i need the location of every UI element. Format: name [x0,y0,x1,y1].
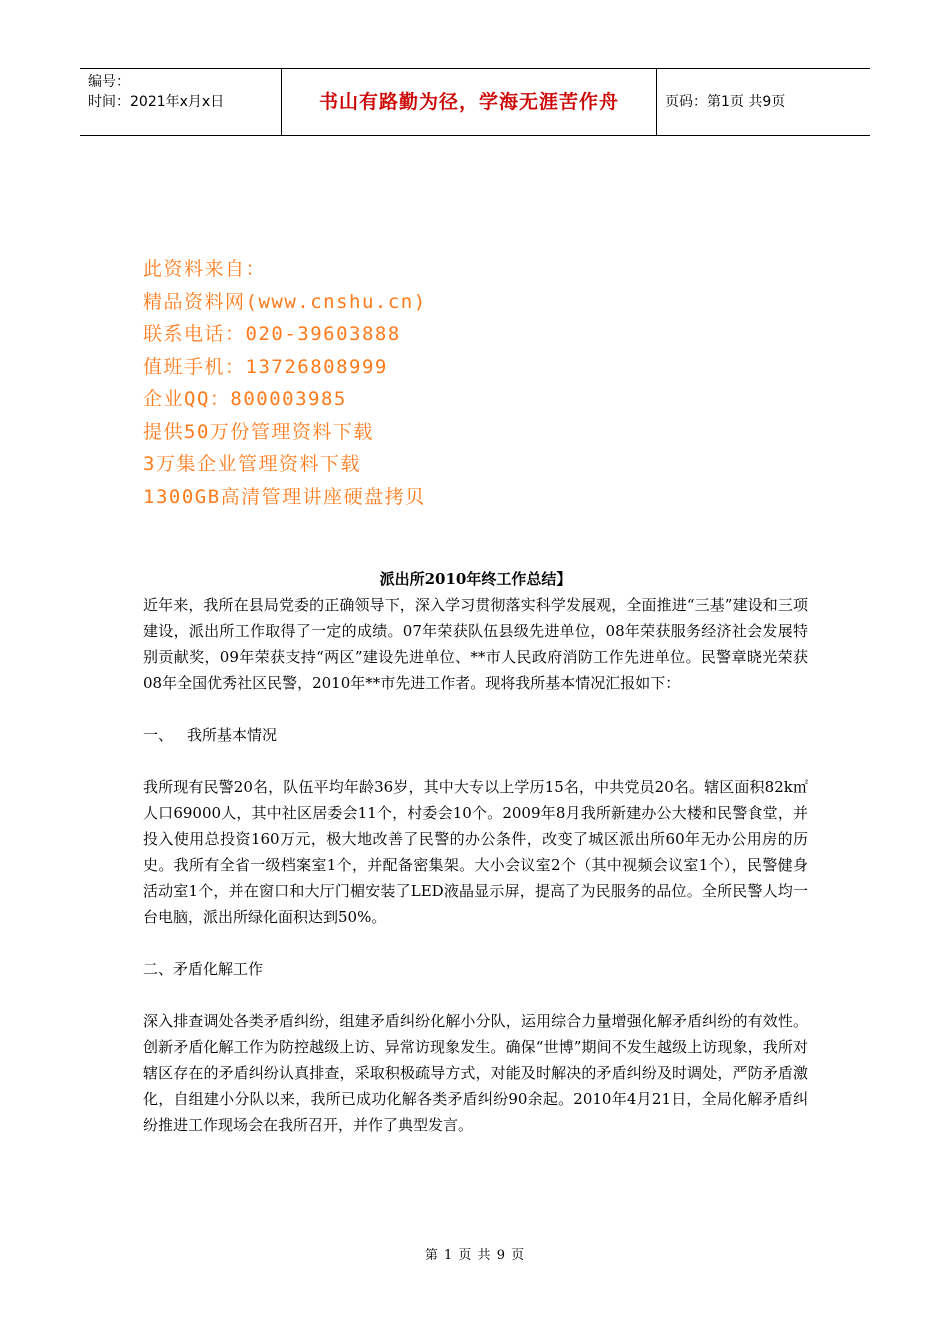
section-1-body: 我所现有民警20名，队伍平均年龄36岁，其中大专以上学历15名，中共党员20名。辖区面积82k㎡ 人口69000人，其中社区居委会11个，村委会10个。2009年8月我所新建办公大楼和民警食堂，并投入使用总投资160万元，极大地改善了民警的办公条件，改变了城区派出所60年无办公用房的历史。我所有全省一级档案室1个，并配备密集架。大小会议室2个（其中视频会议室1个），民警健身活动室1个，并在窗口和大厅门楣安装了LED液晶显示屏，提高了为民服务的品位。全所民警人均一台电脑，派出所绿化面积达到50%。 [143,778,808,926]
ad-line: 精品资料网(www.cnshu.cn) [143,290,427,313]
ad-line: 联系电话：020-39603888 [143,323,401,345]
ad-line: 企业QQ：800003985 [143,388,347,410]
section-1-number: 一、 [143,726,174,744]
header-motto: 书山有路勤为径，学海无涯苦作舟 [282,69,657,135]
header-meta-cell [80,69,282,135]
section-1-heading [143,722,808,748]
time-label: 时间：2021年x月x日 [88,94,225,110]
section-2-heading: 二、矛盾化解工作 [143,960,264,978]
ad-line: 值班手机：13726808999 [143,355,388,378]
ad-line: 此资料来自： [143,258,267,280]
intro-paragraph: 近年来，我所在县局党委的正确领导下，深入学习贯彻落实科学发展观，全面推进“三基”建设和三项建设，派出所工作取得了一定的成绩。07年荣获队伍县级先进单位，08年荣获服务经济社会发展特别贡献奖，09年荣获支持“两区”建设先进单位、**市人民政府消防工作先进单位。民警章晓光荣获08年全国优秀社区民警，2010年**市先进工作者。现将我所基本情况汇报如下： [143,596,808,692]
ad-line: 3万集企业管理资料下载 [143,453,361,475]
page-footer: 第 1 页 共 9 页 [424,1248,526,1263]
ad-line: 1300GB高清管理讲座硬盘拷贝 [143,485,426,508]
number-label: 编号： [88,74,130,90]
document-title: 派出所2010年终工作总结】 [379,570,572,588]
section-1-title: 我所基本情况 [187,726,278,744]
header-table [80,68,870,136]
source-ad-block [143,253,427,513]
ad-line: 提供50万份管理资料下载 [143,420,374,443]
document-body [143,566,808,1138]
header-page-info: 页码：第1页 共9页 [665,94,786,110]
section-2-body: 深入排查调处各类矛盾纠纷，组建矛盾纠纷化解小分队，运用综合力量增强化解矛盾纠纷的有效性。创新矛盾化解工作为防控越级上访、异常访现象发生。确保“世博”期间不发生越级上访现象，我所对辖区存在的矛盾纠纷认真排查，采取积极疏导方式，对能及时解决的矛盾纠纷及时调处，严防矛盾激化，自组建小分队以来，我所已成功化解各类矛盾纠纷90余起。2010年4月21日，全局化解矛盾纠纷推进工作现场会在我所召开，并作了典型发言。 [143,1012,808,1134]
